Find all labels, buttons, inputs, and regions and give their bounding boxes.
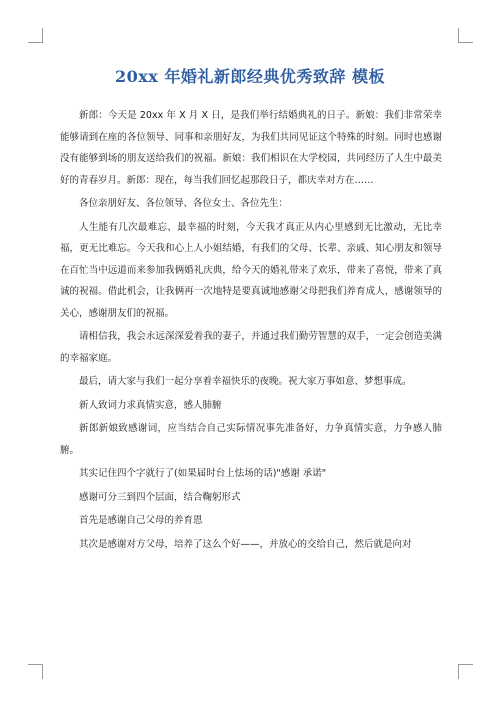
- paragraph: 各位亲朋好友、各位领导、各位女士、各位先生：: [79, 198, 289, 209]
- paragraph: 新郎新娘致感谢词，应当结合自己实际情况事先准备好，力争真情实意，力争感人肺腑。: [60, 423, 442, 456]
- document-body: [60, 105, 442, 555]
- paragraph: 新郎：今天是 20xx 年 X 月 X 日，是我们举行结婚典礼的日子。新娘：我们非常荣幸能够请到在座的各位领导、同事和亲朋好友，为我们共同见证这个特殊的时刻。同时也感谢没有能够到场的朋友送给我们的祝福。新娘：我们相识在大学校园，共同经历了人生中最美好的青春岁月。新郎：现在，每当我们回忆起那段日子，都庆幸对方在……: [60, 110, 442, 186]
- paragraph: 其实记住四个字就行了(如果届时台上怯场的话)"感谢 承诺": [79, 468, 327, 479]
- paragraph: 新人致词力求真情实意，感人肺腑: [79, 399, 222, 411]
- paragraph: 首先是感谢自己父母的养育恩: [79, 515, 203, 526]
- paragraph: 其次是感谢对方父母，培养了这么个好——，并放心的交给自己，然后就是向对: [79, 538, 412, 550]
- paragraph: 请相信我，我会永远深深爱着我的妻子，并通过我们勤劳智慧的双手，一定会创造美满的幸福家庭。: [60, 331, 442, 364]
- paragraph: 最后，请大家与我们一起分享着幸福快乐的夜晚。祝大家万事如意、梦想事成。: [79, 376, 412, 387]
- page-corner-mark: [28, 664, 43, 679]
- paragraph: 感谢可分三到四个层面，结合鞠躬形式: [79, 491, 241, 503]
- page-corner-mark: [28, 28, 43, 43]
- page-corner-mark: [458, 28, 473, 43]
- page-corner-mark: [458, 664, 473, 679]
- document-title: 20xx 年婚礼新郎经典优秀致辞 模板: [115, 67, 385, 86]
- paragraph: 人生能有几次最难忘、最幸福的时刻，今天我才真正从内心里感到无比激动，无比幸福，更无比难忘。今天我和心上人小姐结婚，有我们的父母、长辈、亲戚、知心朋友和领导在百忙当中远道而来参加我俩婚礼庆典，给今天的婚礼带来了欢乐，带来了喜悦，带来了真诚的祝福。借此机会，让我俩再一次地特是要真诚地感谢父母把我们养育成人，感谢领导的关心，感谢朋友们的祝福。: [60, 221, 442, 319]
